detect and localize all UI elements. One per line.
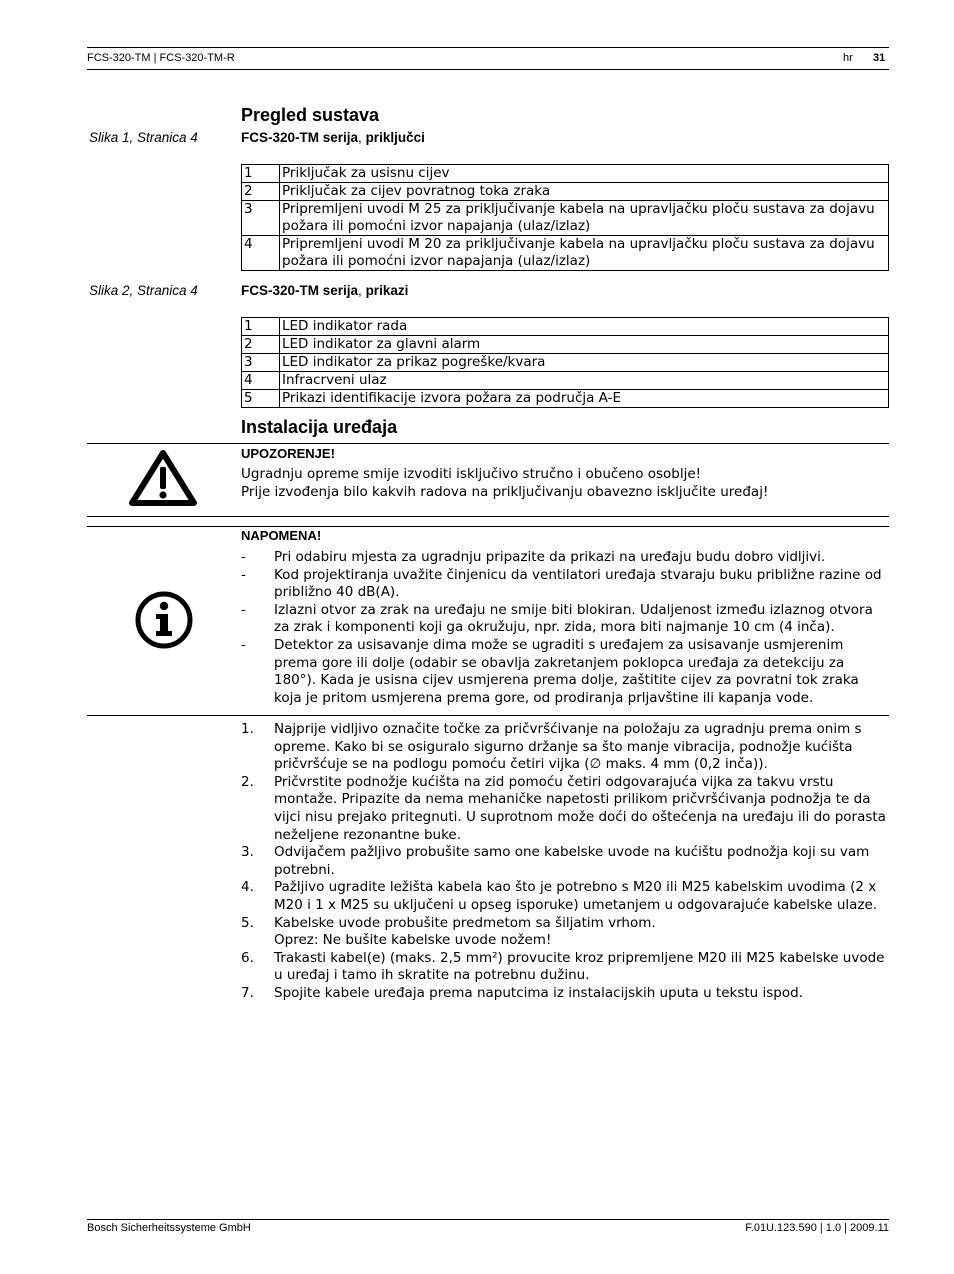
note-top-rule bbox=[87, 526, 889, 527]
figure-2-reference: Slika 2, Stranica 4 bbox=[89, 283, 198, 298]
row-number: 1 bbox=[242, 165, 280, 183]
warning-triangle-icon bbox=[128, 449, 198, 507]
table-row bbox=[242, 372, 889, 390]
figure-1-reference: Slika 1, Stranica 4 bbox=[89, 130, 198, 145]
step-text: Pažljivo ugradite ležišta kabela kao što je potrebno s M20 ili M25 kabelskim uvodima (2 x M20 i 1 x M25 su uključeni u opseg isporuke) umetanjem u odgovarajuće kabelske ulaze. bbox=[274, 879, 878, 913]
warning-text bbox=[241, 466, 889, 501]
step-caution: Oprez: Ne bušite kabelske uvode nožem! bbox=[274, 932, 552, 949]
note-item-text: Pri odabiru mjesta za ugradnju pripazite da prikazi na uređaju budu dobro vidljivi. bbox=[274, 549, 826, 565]
header-lang: hr bbox=[843, 52, 853, 64]
info-icon bbox=[134, 590, 194, 650]
footer-rule bbox=[87, 1219, 889, 1220]
note-bottom-rule bbox=[87, 715, 889, 716]
header-product: FCS-320-TM | FCS-320-TM-R bbox=[87, 52, 235, 64]
row-text: Priključak za usisnu cijev bbox=[280, 165, 889, 183]
row-text: LED indikator za glavni alarm bbox=[280, 336, 889, 354]
step-text: Najprije vidljivo označite točke za pričvršćivanje na položaju za ugradnju prema onim s opreme. Kako bi se osiguralo sigurno držanje sa što manje vibracija, podnožje kućišta pričvršćuje se na podlogu pomoću četiri vijka (∅ maks. 4 mm (0,2 inča)). bbox=[274, 721, 862, 773]
row-text: Prikazi identifikacije izvora požara za područja A-E bbox=[280, 390, 889, 408]
list-item bbox=[241, 774, 889, 844]
step-text: Pričvrstite podnožje kućišta na zid pomoću četiri odgovarajuća vijka za takvu vrstu montaže. Pripazite da nema mehaničke napetosti prilikom pričvršćivanja podnožja te da vijci nisu prejako pritegnuti. U suprotnom može doći do oštećenja na uređaju ili do porasta neželjene rezonantne buke. bbox=[274, 773, 886, 843]
step-number: 5. bbox=[241, 914, 254, 931]
bullet: - bbox=[241, 636, 246, 653]
figure-2-caption-a: FCS-320-TM serija bbox=[241, 283, 359, 298]
footer-company: Bosch Sicherheitssysteme GmbH bbox=[87, 1222, 251, 1234]
list-item bbox=[241, 549, 889, 567]
list-item bbox=[241, 879, 889, 914]
bullet: - bbox=[241, 601, 246, 618]
note-item-text: Detektor za usisavanje dima može se ugraditi s uređajem za usisavanje usmjerenim prema gore ili dolje (odabir se obavlja zakretanjem poklopca uređaja za detekciju za 180°). Kada je usisna cijev usmjerena prema dolje, zaštitite cijev za povratni tok zraka koja je pritom usmjerena prema gore, od prodiranja prljavštine ili kapanja vode. bbox=[274, 636, 859, 706]
row-number: 2 bbox=[242, 183, 280, 201]
step-text: Spojite kabele uređaja prema naputcima iz instalacijskih uputa u tekstu ispod. bbox=[274, 984, 803, 1001]
note-list bbox=[241, 549, 889, 707]
displays-table bbox=[241, 317, 889, 408]
warning-title: UPOZORENJE! bbox=[241, 446, 335, 461]
row-text: Infracrveni ulaz bbox=[280, 372, 889, 390]
figure-1-caption-sep: , bbox=[358, 130, 366, 145]
table-row bbox=[242, 201, 889, 236]
note-item-text: Izlazni otvor za zrak na uređaju ne smije biti blokiran. Udaljenost između izlaznog otvora za zrak i komponenti koji ga okružuju, npr. zida, mora biti najmanje 10 cm (4 inča). bbox=[274, 601, 873, 636]
row-number: 3 bbox=[242, 354, 280, 372]
warning-bottom-rule bbox=[87, 516, 889, 517]
row-text: Pripremljeni uvodi M 20 za priključivanje kabela na upravljačku ploču sustava za dojavu požara ili pomoćni izvor napajanja (ulaz/izlaz) bbox=[280, 236, 889, 271]
row-number: 5 bbox=[242, 390, 280, 408]
section-title-installation: Instalacija uređaja bbox=[241, 417, 398, 437]
table-row bbox=[242, 183, 889, 201]
list-item bbox=[241, 721, 889, 774]
step-text: Trakasti kabel(e) (maks. 2,5 mm²) provucite kroz pripremljene M20 ili M25 kabelske uvode u uređaj i tamo ih skratite na potrebnu dužinu. bbox=[274, 949, 885, 984]
list-item bbox=[241, 915, 889, 950]
note-item-text: Kod projektiranja uvažite činjenicu da ventilatori uređaja stvaraju buku približne razine od približno 40 dB(A). bbox=[274, 566, 882, 601]
page-number: 31 bbox=[873, 52, 886, 64]
list-item bbox=[241, 985, 889, 1003]
row-number: 4 bbox=[242, 236, 280, 271]
header-rule-bottom bbox=[87, 69, 889, 70]
list-item bbox=[241, 950, 889, 985]
table-row bbox=[242, 354, 889, 372]
note-title: NAPOMENA! bbox=[241, 528, 322, 543]
step-text: Odvijačem pažljivo probušite samo one kabelske uvode na kućištu podnožja koji su vam potrebni. bbox=[274, 844, 870, 878]
list-item bbox=[241, 844, 889, 879]
warning-line: Ugradnju opreme smije izvoditi isključivo stručno i obučeno osoblje! bbox=[241, 466, 702, 482]
row-text: Priključak za cijev povratnog toka zraka bbox=[280, 183, 889, 201]
row-text: LED indikator za prikaz pogreške/kvara bbox=[280, 354, 889, 372]
installation-steps bbox=[241, 721, 889, 1003]
connections-table bbox=[241, 164, 889, 271]
figure-1-caption bbox=[241, 130, 425, 145]
table-row bbox=[242, 236, 889, 271]
step-number: 7. bbox=[241, 984, 254, 1001]
row-text: Pripremljeni uvodi M 25 za priključivanje kabela na upravljačku ploču sustava za dojavu požara ili pomoćni izvor napajanja (ulaz/izlaz) bbox=[280, 201, 889, 236]
list-item bbox=[241, 602, 889, 637]
bullet: - bbox=[241, 549, 246, 565]
header-rule bbox=[87, 47, 889, 48]
row-number: 3 bbox=[242, 201, 280, 236]
row-number: 4 bbox=[242, 372, 280, 390]
table-row bbox=[242, 165, 889, 183]
list-item bbox=[241, 637, 889, 707]
step-number: 2. bbox=[241, 773, 254, 790]
step-text: Kabelske uvode probušite predmetom sa šiljatim vrhom. bbox=[274, 914, 656, 931]
figure-1-caption-a: FCS-320-TM serija bbox=[241, 130, 359, 145]
warning-top-rule bbox=[87, 443, 889, 444]
figure-1-caption-b: priključci bbox=[365, 130, 425, 145]
table-row bbox=[242, 390, 889, 408]
figure-2-caption-sep: , bbox=[358, 283, 366, 298]
footer-doc-id: F.01U.123.590 | 1.0 | 2009.11 bbox=[745, 1222, 889, 1234]
row-text: LED indikator rada bbox=[280, 318, 889, 336]
table-row bbox=[242, 336, 889, 354]
warning-line: Prije izvođenja bilo kakvih radova na priključivanju obavezno isključite uređaj! bbox=[241, 483, 769, 500]
figure-2-caption bbox=[241, 283, 408, 298]
table-row bbox=[242, 318, 889, 336]
step-number: 1. bbox=[241, 721, 254, 737]
row-number: 1 bbox=[242, 318, 280, 336]
section-title-overview: Pregled sustava bbox=[241, 105, 380, 125]
step-number: 4. bbox=[241, 879, 254, 896]
figure-2-caption-b: prikazi bbox=[365, 283, 409, 298]
step-number: 3. bbox=[241, 844, 254, 861]
step-number: 6. bbox=[241, 949, 254, 966]
row-number: 2 bbox=[242, 336, 280, 354]
bullet: - bbox=[241, 566, 246, 583]
list-item bbox=[241, 567, 889, 602]
